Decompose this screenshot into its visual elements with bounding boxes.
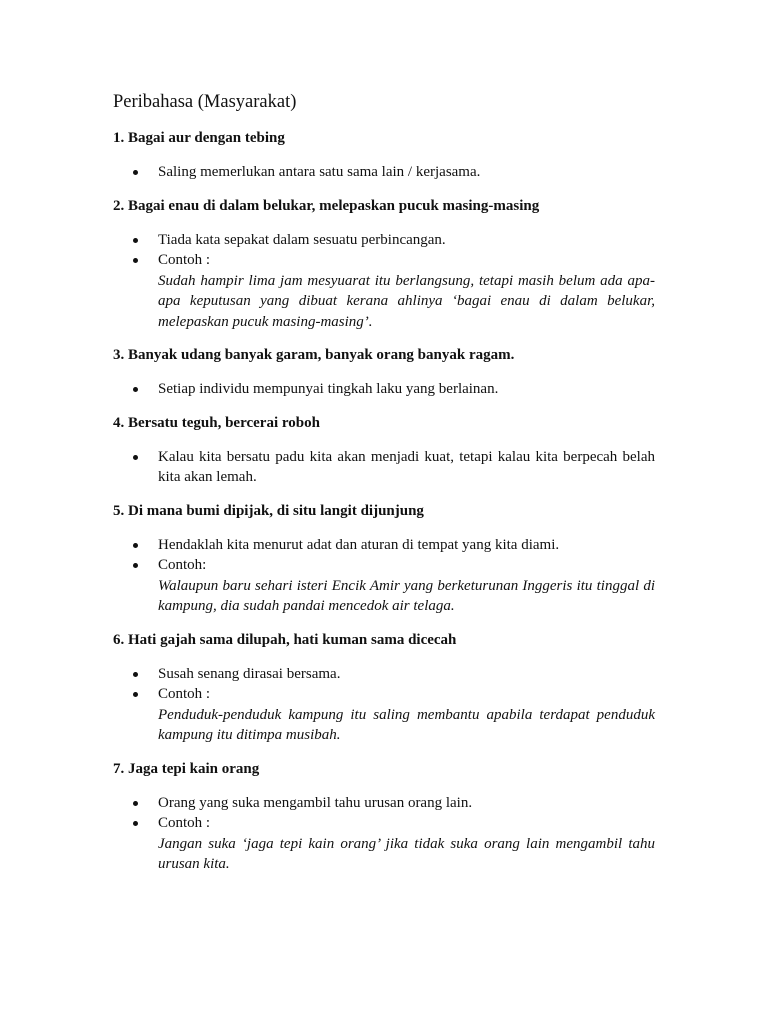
meaning-item [113,447,655,488]
meaning-item [113,162,655,183]
meaning-text: Susah senang dirasai bersama. [158,665,341,682]
example-label: Contoh : [158,686,211,702]
proverb-bullets [113,162,655,183]
bullet-icon [133,238,138,243]
proverb-heading: 3. Banyak udang banyak garam, banyak orang banyak ragam. [113,347,515,363]
proverb-heading: 1. Bagai aur dengan tebing [113,130,285,146]
meaning-item [113,230,655,251]
meaning-item [113,664,655,685]
proverb-entry-6 [113,630,655,746]
proverb-entry-7 [113,759,655,875]
proverb-entry-5 [113,501,655,617]
example-item [113,684,655,746]
document-title: Peribahasa (Masyarakat) [113,92,297,112]
example-text: Walaupun baru sehari isteri Encik Amir yang berketurunan Inggeris itu tinggal di kampung, dia sudah pandai mencedok air telaga. [158,577,655,614]
document-page [113,90,655,888]
example-text: Sudah hampir lima jam mesyuarat itu berlangsung, tetapi masih belum ada apa-apa keputusan yang dibuat kerana ahlinya ‘bagai enau di dalam belukar, melepaskan pucuk masing-masing’. [158,272,655,330]
example-item [113,555,655,617]
proverb-heading: 2. Bagai enau di dalam belukar, melepaskan pucuk masing-masing [113,197,540,214]
bullet-icon [133,543,138,548]
meaning-text: Tiada kata sepakat dalam sesuatu perbincangan. [158,231,446,248]
proverb-entry-3 [113,345,655,400]
meaning-text: Kalau kita bersatu padu kita akan menjadi kuat, tetapi kalau kita berpecah belah kita akan lemah. [158,448,655,485]
proverb-entry-1 [113,128,655,183]
proverb-heading: 6. Hati gajah sama dilupah, hati kuman sama dicecah [113,631,457,648]
proverb-heading: 5. Di mana bumi dipijak, di situ langit dijunjung [113,502,424,519]
proverb-bullets [113,664,655,746]
example-text: Penduduk-penduduk kampung itu saling membantu apabila terdapat penduduk kampung itu ditimpa musibah. [158,706,655,743]
example-label: Contoh : [158,815,211,831]
example-text: Jangan suka ‘jaga tepi kain orang’ jika tidak suka orang lain mengambil tahu urusan kita. [158,835,655,872]
proverb-bullets [113,379,655,400]
meaning-text: Setiap individu mempunyai tingkah laku yang berlainan. [158,381,499,397]
bullet-icon [133,455,138,460]
bullet-icon [133,801,138,806]
proverb-bullets [113,535,655,617]
example-item [113,250,655,332]
meaning-item [113,379,655,400]
meaning-text: Hendaklah kita menurut adat dan aturan di tempat yang kita diami. [158,536,560,553]
proverb-heading: 4. Bersatu teguh, bercerai roboh [113,414,320,431]
proverb-entry-4 [113,413,655,488]
bullet-icon [133,563,138,568]
example-label: Contoh: [158,557,207,573]
proverb-bullets [113,793,655,875]
proverb-heading: 7. Jaga tepi kain orang [113,760,260,777]
bullet-icon [133,170,138,175]
example-label: Contoh : [158,252,211,268]
proverb-bullets [113,230,655,333]
meaning-text: Saling memerlukan antara satu sama lain / kerjasama. [158,164,481,180]
example-item [113,813,655,875]
meaning-text: Orang yang suka mengambil tahu urusan orang lain. [158,794,473,811]
proverb-entry-2 [113,196,655,333]
bullet-icon [133,387,138,392]
bullet-icon [133,672,138,677]
proverb-bullets [113,447,655,488]
bullet-icon [133,258,138,263]
meaning-item [113,793,655,814]
bullet-icon [133,821,138,826]
bullet-icon [133,692,138,697]
meaning-item [113,535,655,556]
